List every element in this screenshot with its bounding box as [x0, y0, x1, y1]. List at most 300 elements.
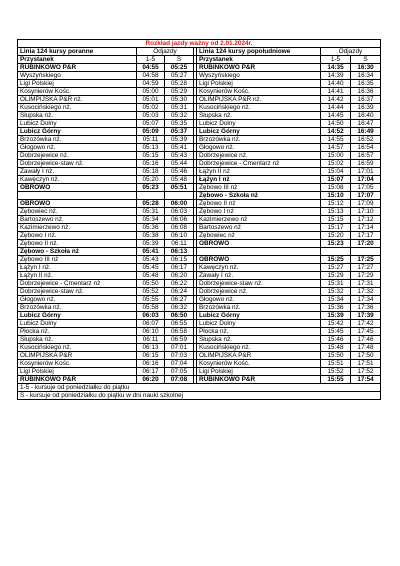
right-stop-name: Bartoszewo nż [197, 224, 321, 232]
left-time-weekday: 05:41 [137, 248, 165, 256]
right-time-weekday: 14:40 [321, 80, 351, 88]
left-time-weekday: 06:13 [137, 344, 165, 352]
table-row [18, 320, 381, 328]
right-time-weekday: 15:51 [321, 360, 351, 368]
right-time-weekday: 14:52 [321, 128, 351, 136]
left-time-weekday: 05:28 [137, 200, 165, 208]
table-row [18, 272, 381, 280]
left-stop-name: Słupska nż. [18, 112, 137, 120]
left-odjazdy-header: Odjazdy [137, 48, 194, 56]
right-time-weekday: 15:29 [321, 272, 351, 280]
right-time-school: 17:01 [351, 168, 381, 176]
left-time-school: 06:03 [165, 208, 194, 216]
right-time-weekday: 14:41 [321, 88, 351, 96]
left-time-school: 06:59 [165, 336, 194, 344]
left-time-weekday: 05:58 [137, 304, 165, 312]
left-time-school: 06:22 [165, 280, 194, 288]
right-stop-name: Lubicz Dolny [197, 120, 321, 128]
right-time-school: 17:14 [351, 224, 381, 232]
left-time-school: 05:35 [165, 120, 194, 128]
left-col-school: S [165, 56, 194, 64]
left-time-weekday: 05:36 [137, 224, 165, 232]
right-time-school: 17:36 [351, 304, 381, 312]
table-row [18, 312, 381, 320]
right-time-school: 17:45 [351, 328, 381, 336]
left-time-school [165, 192, 194, 200]
left-stop-name: Brzozówka nż. [18, 304, 137, 312]
left-time-school: 06:10 [165, 232, 194, 240]
right-time-school: 16:34 [351, 72, 381, 80]
right-stop-name: OBROWO [197, 256, 321, 264]
left-stop-name: Płocka nż. [18, 328, 137, 336]
right-stop-name [197, 248, 321, 256]
right-stop-name: Brzozówka nż. [197, 304, 321, 312]
right-time-weekday: 14:50 [321, 120, 351, 128]
table-row [18, 192, 381, 200]
right-time-school: 16:35 [351, 80, 381, 88]
left-time-weekday: 05:31 [137, 208, 165, 216]
right-stop-name: Zębowo I nż [197, 208, 321, 216]
table-row [18, 240, 381, 248]
right-stop-name: Ligi Polskiej [197, 368, 321, 376]
right-time-school: 17:04 [351, 176, 381, 184]
left-stop-name: Ligi Polskiej [18, 368, 137, 376]
right-time-weekday: 15:45 [321, 328, 351, 336]
left-stop-name: Zębowiec nż. [18, 208, 137, 216]
timetable-table [17, 39, 381, 400]
right-time-school: 17:48 [351, 344, 381, 352]
left-time-school: 06:13 [165, 248, 194, 256]
right-stop-name: OBROWO [197, 240, 321, 248]
left-time-school: 05:46 [165, 168, 194, 176]
right-stop-name: Brzozówka nż. [197, 136, 321, 144]
left-stop-name: Bartoszewo nż. [18, 216, 137, 224]
right-stop-name: Dobrzejewice nż. [197, 152, 321, 160]
title-row [18, 40, 381, 48]
left-stop-name: Kawęczyn nż. [18, 176, 137, 184]
left-time-weekday: 05:20 [137, 176, 165, 184]
table-row [18, 176, 381, 184]
right-col-school: S [351, 56, 381, 64]
left-time-school: 05:29 [165, 88, 194, 96]
right-time-weekday: 15:32 [321, 288, 351, 296]
right-time-weekday: 15:31 [321, 280, 351, 288]
right-time-weekday: 14:35 [321, 64, 351, 72]
table-row [18, 328, 381, 336]
right-stop-name: Wyszyńskiego [197, 72, 321, 80]
right-stop-name: Lubicz Górny [197, 128, 321, 136]
left-time-weekday: 05:23 [137, 184, 165, 192]
right-time-school: 16:30 [351, 64, 381, 72]
left-time-school: 05:32 [165, 112, 194, 120]
left-time-school: 05:44 [165, 160, 194, 168]
left-stop-name: Zawały I nż. [18, 168, 137, 176]
table-row [18, 304, 381, 312]
left-time-weekday: 04:58 [137, 72, 165, 80]
left-stop-name: Wyszyńskiego [18, 72, 137, 80]
right-time-school: 17:46 [351, 336, 381, 344]
right-time-school: 16:40 [351, 112, 381, 120]
table-row [18, 152, 381, 160]
right-time-school: 17:52 [351, 368, 381, 376]
right-odjazdy-header: Odjazdy [321, 48, 381, 56]
left-time-school: 06:15 [165, 256, 194, 264]
right-stop-name: Ligi Polskiej [197, 80, 321, 88]
right-time-weekday: 15:27 [321, 264, 351, 272]
note-row [18, 392, 381, 400]
left-stop-name: Kusocińskiego nż. [18, 344, 137, 352]
left-time-weekday: 05:03 [137, 112, 165, 120]
left-time-weekday: 05:15 [137, 152, 165, 160]
right-time-school: 16:54 [351, 144, 381, 152]
left-time-school: 05:51 [165, 184, 194, 192]
left-time-school: 06:20 [165, 272, 194, 280]
left-time-weekday: 06:03 [137, 312, 165, 320]
right-time-school: 16:52 [351, 136, 381, 144]
left-time-school: 05:28 [165, 80, 194, 88]
right-time-weekday: 14:55 [321, 136, 351, 144]
table-row [18, 208, 381, 216]
table-row [18, 256, 381, 264]
left-time-weekday: 05:50 [137, 280, 165, 288]
right-stop-name: Lubicz Dolny [197, 320, 321, 328]
left-stop-name: Zębowo II nż. [18, 240, 137, 248]
table-row [18, 144, 381, 152]
left-time-school: 05:25 [165, 64, 194, 72]
right-stop-name: Lubicz Górny [197, 312, 321, 320]
right-stop-name: Płocka nż. [197, 328, 321, 336]
table-row [18, 112, 381, 120]
right-stop-name: Kusocińskiego nż. [197, 104, 321, 112]
right-stop-name: Kusocińskiego nż. [197, 344, 321, 352]
right-time-school: 17:39 [351, 312, 381, 320]
right-time-weekday: 15:00 [321, 152, 351, 160]
table-row [18, 288, 381, 296]
table-row [18, 224, 381, 232]
left-time-weekday: 05:39 [137, 240, 165, 248]
left-stop-name [18, 192, 137, 200]
left-time-weekday: 05:43 [137, 256, 165, 264]
right-stop-name: Kazimierzewo nż [197, 216, 321, 224]
right-time-school: 17:09 [351, 200, 381, 208]
left-stop-label: Przystanek [18, 56, 137, 64]
right-time-school: 16:37 [351, 96, 381, 104]
right-time-school: 16:49 [351, 128, 381, 136]
left-time-school: 05:37 [165, 128, 194, 136]
right-stop-name: Dobrzejewice nż. [197, 288, 321, 296]
table-row [18, 136, 381, 144]
right-time-weekday: 15:55 [321, 376, 351, 384]
right-time-weekday: 15:08 [321, 184, 351, 192]
left-time-weekday: 05:07 [137, 120, 165, 128]
right-time-school: 17:32 [351, 288, 381, 296]
left-time-school: 06:11 [165, 240, 194, 248]
left-stop-name: Zębowo - Szkoła nż [18, 248, 137, 256]
left-time-school: 07:03 [165, 352, 194, 360]
left-stop-name: OLIMPIJSKA P&R nż. [18, 96, 137, 104]
left-time-weekday: 05:00 [137, 88, 165, 96]
left-stop-name: Słupska nż. [18, 336, 137, 344]
left-time-weekday: 05:18 [137, 168, 165, 176]
right-time-school: 17:25 [351, 256, 381, 264]
right-time-weekday: 14:42 [321, 96, 351, 104]
left-time-weekday: 05:55 [137, 296, 165, 304]
left-time-school: 05:30 [165, 96, 194, 104]
right-time-school: 17:31 [351, 280, 381, 288]
right-time-weekday: 15:23 [321, 240, 351, 248]
right-time-weekday: 15:42 [321, 320, 351, 328]
left-time-school: 06:00 [165, 200, 194, 208]
left-stop-name: Zębowo III nż [18, 256, 137, 264]
right-line-header: Linia 124 kursy popołudniowe [197, 48, 321, 56]
right-stop-name: Dobrzejewice-staw nż. [197, 280, 321, 288]
table-row [18, 216, 381, 224]
left-time-weekday [137, 192, 165, 200]
left-stop-name: Głogowo nż. [18, 144, 137, 152]
table-row [18, 368, 381, 376]
right-time-school: 16:47 [351, 120, 381, 128]
right-stop-name: Głogowo nż. [197, 296, 321, 304]
right-time-weekday: 15:50 [321, 352, 351, 360]
right-time-weekday: 15:04 [321, 168, 351, 176]
left-time-weekday: 05:09 [137, 128, 165, 136]
left-stop-name: Lubicz Dolny [18, 120, 137, 128]
table-row [18, 200, 381, 208]
right-stop-name: OLIMPIJSKA P&R nż. [197, 96, 321, 104]
right-stop-name: Łążyn I nż [197, 176, 321, 184]
left-stop-name: Kosynierów Kośc. [18, 88, 137, 96]
right-time-weekday: 14:44 [321, 104, 351, 112]
left-time-weekday: 04:55 [137, 64, 165, 72]
left-time-weekday: 06:10 [137, 328, 165, 336]
left-time-weekday: 05:02 [137, 104, 165, 112]
table-row [18, 336, 381, 344]
left-time-weekday: 05:01 [137, 96, 165, 104]
left-time-school: 06:50 [165, 312, 194, 320]
table-row [18, 88, 381, 96]
left-time-school: 06:27 [165, 296, 194, 304]
right-time-weekday: 15:52 [321, 368, 351, 376]
table-row [18, 344, 381, 352]
table-row [18, 264, 381, 272]
note-row [18, 384, 381, 392]
table-row [18, 104, 381, 112]
table-row [18, 360, 381, 368]
left-time-school: 05:43 [165, 152, 194, 160]
left-stop-name: Dobrzejewice nż. [18, 152, 137, 160]
right-time-weekday: 14:39 [321, 72, 351, 80]
right-time-weekday: 15:07 [321, 176, 351, 184]
right-stop-name: RUBINKOWO P&R [197, 64, 321, 72]
left-time-weekday: 06:11 [137, 336, 165, 344]
table-row [18, 72, 381, 80]
table-row [18, 160, 381, 168]
right-time-school: 17:29 [351, 272, 381, 280]
right-stop-name: Zębowo III nż [197, 184, 321, 192]
left-stop-name: Lubicz Górny [18, 312, 137, 320]
subheader-row [18, 56, 381, 64]
right-stop-label: Przystanek [197, 56, 321, 64]
left-stop-name: Kusocińskiego nż. [18, 104, 137, 112]
left-stop-name: RUBINKOWO P&R [18, 64, 137, 72]
table-row [18, 168, 381, 176]
right-time-school [351, 248, 381, 256]
left-time-school: 05:48 [165, 176, 194, 184]
right-time-weekday: 15:13 [321, 208, 351, 216]
right-time-weekday: 14:45 [321, 112, 351, 120]
left-time-weekday: 06:15 [137, 352, 165, 360]
left-time-weekday: 04:59 [137, 80, 165, 88]
right-time-weekday: 15:46 [321, 336, 351, 344]
left-time-weekday: 05:48 [137, 272, 165, 280]
table-row [18, 280, 381, 288]
right-stop-name: OLIMPIJSKA P&R [197, 352, 321, 360]
right-time-weekday: 15:15 [321, 216, 351, 224]
footnote: S - kursuje od poniedziałku do piątku w dni nauki szkolnej [18, 392, 381, 400]
left-stop-name: Łążyn I nż. [18, 264, 137, 272]
left-time-weekday: 06:07 [137, 320, 165, 328]
right-stop-name: Dobrzejewice - Cmentarz nż [197, 160, 321, 168]
right-time-weekday: 15:48 [321, 344, 351, 352]
right-time-school: 17:10 [351, 208, 381, 216]
left-stop-name: Dobrzejewice-staw nż. [18, 288, 137, 296]
table-row [18, 64, 381, 72]
left-time-school: 06:32 [165, 304, 194, 312]
left-stop-name: Kazimierzewo nż. [18, 224, 137, 232]
right-stop-name: Kosynierów Kośc. [197, 360, 321, 368]
left-stop-name: Łążyn II nż. [18, 272, 137, 280]
table-row [18, 80, 381, 88]
left-stop-name: Zębowo I nż. [18, 232, 137, 240]
right-time-school: 17:51 [351, 360, 381, 368]
table-row [18, 120, 381, 128]
left-stop-name: RUBINKOWO P&R [18, 376, 137, 384]
right-time-school: 17:27 [351, 264, 381, 272]
left-time-weekday: 06:17 [137, 368, 165, 376]
right-time-school: 17:07 [351, 192, 381, 200]
left-time-weekday: 05:52 [137, 288, 165, 296]
left-time-school: 05:41 [165, 144, 194, 152]
right-time-school: 17:54 [351, 376, 381, 384]
right-time-school: 17:20 [351, 240, 381, 248]
footnote: 1-5 - kursuje od poniedziałku do piątku [18, 384, 381, 392]
left-time-school: 07:01 [165, 344, 194, 352]
right-time-school: 17:50 [351, 352, 381, 360]
left-time-weekday: 06:16 [137, 360, 165, 368]
left-stop-name: OBROWO [18, 200, 137, 208]
left-stop-name: Dobrzejewice-staw nż. [18, 160, 137, 168]
left-stop-name: Lubicz Górny [18, 128, 137, 136]
table-row [18, 96, 381, 104]
table-row [18, 352, 381, 360]
left-time-school: 07:08 [165, 376, 194, 384]
right-stop-name: Zębowo II nż [197, 200, 321, 208]
left-time-school: 06:17 [165, 264, 194, 272]
right-time-weekday: 15:17 [321, 224, 351, 232]
left-stop-name: Lubicz Dolny [18, 320, 137, 328]
right-col-weekday: 1-5 [321, 56, 351, 64]
header-row [18, 48, 381, 56]
right-time-weekday: 15:02 [321, 160, 351, 168]
right-time-weekday: 15:25 [321, 256, 351, 264]
right-stop-name: Słupska nż. [197, 112, 321, 120]
right-time-weekday: 15:36 [321, 304, 351, 312]
left-time-weekday: 05:34 [137, 216, 165, 224]
right-time-weekday [321, 248, 351, 256]
left-stop-name: OLIMPIJSKA P&R [18, 352, 137, 360]
right-time-weekday: 15:10 [321, 192, 351, 200]
right-time-school: 17:12 [351, 216, 381, 224]
right-time-weekday: 15:34 [321, 296, 351, 304]
right-time-school: 16:57 [351, 152, 381, 160]
right-time-school: 17:34 [351, 296, 381, 304]
right-time-school: 16:39 [351, 104, 381, 112]
right-time-weekday: 14:57 [321, 144, 351, 152]
table-row [18, 376, 381, 384]
timetable-sheet [17, 39, 380, 400]
left-line-header: Linia 124 kursy poranne [18, 48, 137, 56]
left-time-school: 06:58 [165, 328, 194, 336]
left-time-school: 05:31 [165, 104, 194, 112]
left-col-weekday: 1-5 [137, 56, 165, 64]
right-stop-name: RUBINKOWO P&R [197, 376, 321, 384]
left-time-weekday: 05:13 [137, 144, 165, 152]
right-stop-name: Kosynierów Kośc. [197, 88, 321, 96]
left-time-school: 06:24 [165, 288, 194, 296]
left-time-weekday: 06:20 [137, 376, 165, 384]
right-time-school: 16:59 [351, 160, 381, 168]
left-time-school: 05:39 [165, 136, 194, 144]
right-stop-name: Słupska nż. [197, 336, 321, 344]
right-stop-name: Zawały I nż. [197, 272, 321, 280]
left-stop-name: Dobrzejewice - Cmentarz nż [18, 280, 137, 288]
right-stop-name: Łążyn II nż [197, 168, 321, 176]
table-row [18, 184, 381, 192]
left-time-school: 07:04 [165, 360, 194, 368]
left-time-school: 06:08 [165, 224, 194, 232]
table-row [18, 232, 381, 240]
right-time-weekday: 15:12 [321, 200, 351, 208]
right-stop-name: Kawęczyn nż. [197, 264, 321, 272]
left-time-weekday: 05:45 [137, 264, 165, 272]
left-stop-name: Głogowo nż. [18, 296, 137, 304]
right-time-school: 17:42 [351, 320, 381, 328]
right-time-weekday: 15:39 [321, 312, 351, 320]
right-stop-name: Zębowiec nż [197, 232, 321, 240]
left-time-school: 07:05 [165, 368, 194, 376]
left-time-school: 05:27 [165, 72, 194, 80]
left-time-weekday: 05:38 [137, 232, 165, 240]
right-time-school: 17:05 [351, 184, 381, 192]
left-stop-name: Kosynierów Kośc. [18, 360, 137, 368]
timetable-title: Rozkład jazdy ważny od 2.01.2024r. [18, 40, 381, 48]
table-row [18, 296, 381, 304]
left-time-weekday: 05:11 [137, 136, 165, 144]
left-stop-name: OBROWO [18, 184, 137, 192]
table-row [18, 128, 381, 136]
left-stop-name: Ligi Polskiej [18, 80, 137, 88]
right-time-school: 16:36 [351, 88, 381, 96]
right-stop-name: Zębowo - Szkoła nż [197, 192, 321, 200]
right-time-school: 17:17 [351, 232, 381, 240]
right-stop-name: Głogowo nż. [197, 144, 321, 152]
left-time-school: 06:06 [165, 216, 194, 224]
table-row [18, 248, 381, 256]
left-time-weekday: 05:16 [137, 160, 165, 168]
right-time-weekday: 15:20 [321, 232, 351, 240]
left-time-school: 06:55 [165, 320, 194, 328]
left-stop-name: Brzozówka nż. [18, 136, 137, 144]
